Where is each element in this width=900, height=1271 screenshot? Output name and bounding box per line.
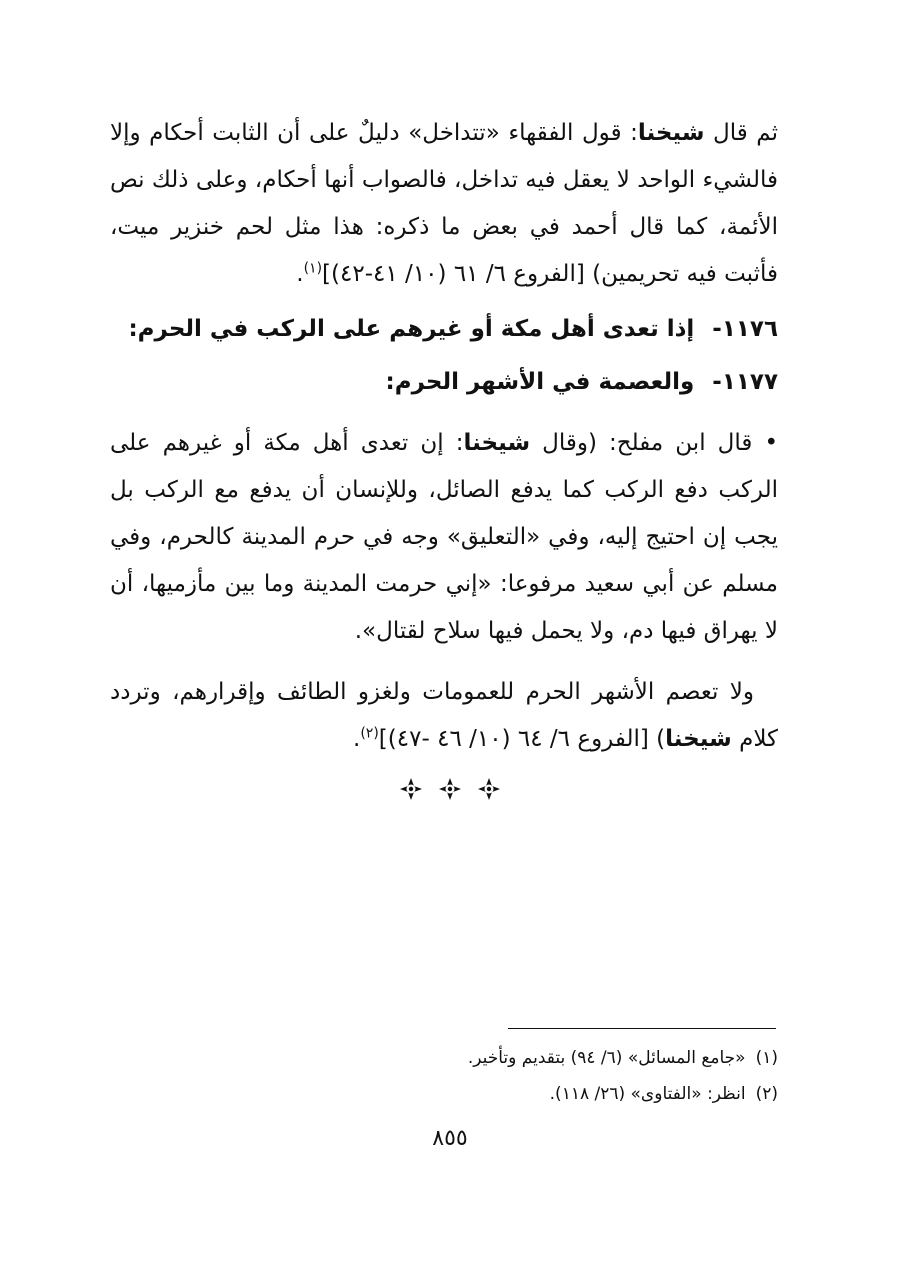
paragraph-text: ولا تعصم الأشهر الحرم للعمومات ولغزو الطائف وإقرارهم، وتردد كلام	[110, 679, 778, 752]
bold-term: شيخنا	[637, 120, 705, 146]
footnote-separator	[508, 1028, 776, 1029]
footnote-ref[interactable]: (١)	[303, 260, 323, 277]
paragraph-text: ثم قال	[704, 120, 779, 146]
footnotes	[380, 1040, 778, 1112]
bold-term: شيخنا	[665, 726, 732, 752]
paragraph-text: • قال ابن مفلح: (وقال	[530, 430, 779, 456]
footnote-number: (٢)	[755, 1084, 778, 1104]
heading-text: إذا تعدى أهل مكة أو غيرهم على الركب في الحرم:	[128, 316, 695, 342]
rosette-ornament-icon	[478, 778, 500, 800]
paragraph-text: : إن تعدى أهل مكة أو غيرهم على الركب دفع الركب كما يدفع الصائل، وللإنسان أن يدفع مع الركب بل يجب إن احتيج إليه، وفي «التعليق» وجه في حرم المدينة كالحرم، وفي مسلم عن أبي سعيد مرفوعا: «إني حرمت المدينة وما بين مأزميها، أن لا يهراق فيها دم، ولا يحمل فيها سلاح لقتال».	[110, 430, 778, 644]
paragraph-text: ) [الفروع ٦/ ٦٤ (١٠/ ٤٦ -٤٧)]	[378, 726, 666, 752]
heading-text: والعصمة في الأشهر الحرم:	[385, 369, 695, 395]
section-divider	[0, 778, 900, 804]
footnote-2	[380, 1076, 778, 1112]
rosette-ornament-icon	[400, 778, 422, 800]
footnote-1	[380, 1040, 778, 1076]
page-number: ٨٥٥	[432, 1126, 468, 1151]
bold-term: شيخنا	[463, 430, 531, 456]
paragraph-3	[110, 669, 778, 763]
paragraph-2	[110, 420, 778, 655]
page-body	[110, 110, 778, 763]
paragraph-text: .	[296, 261, 304, 287]
paragraph-text: : قول الفقهاء «تتداخل» دليلٌ على أن الثابت أحكام وإلا فالشيء الواحد لا يعقل فيه تداخل، فالصواب أنها أحكام، وعلى ذلك نص الأئمة، كما قال أحمد في بعض ما ذكره: هذا مثل لحم خنزير ميت، فأثبت فيه تحريمين) [الفروع ٦/ ٦١ (١٠/ ٤١-٤٢)]	[110, 120, 778, 287]
footnote-number: (١)	[755, 1048, 778, 1068]
section-heading-1176	[110, 306, 778, 353]
heading-number: ١١٧٧-	[712, 369, 778, 395]
footnote-text: «جامع المسائل» (٦/ ٩٤) بتقديم وتأخير.	[467, 1048, 746, 1068]
heading-number: ١١٧٦-	[712, 316, 778, 342]
footnote-ref[interactable]: (٢)	[360, 725, 379, 742]
section-heading-1177	[110, 359, 778, 406]
paragraph-1	[110, 110, 778, 298]
rosette-ornament-icon	[439, 778, 461, 800]
paragraph-text: .	[353, 726, 361, 752]
footnote-text: انظر: «الفتاوى» (٢٦/ ١١٨).	[549, 1084, 746, 1104]
